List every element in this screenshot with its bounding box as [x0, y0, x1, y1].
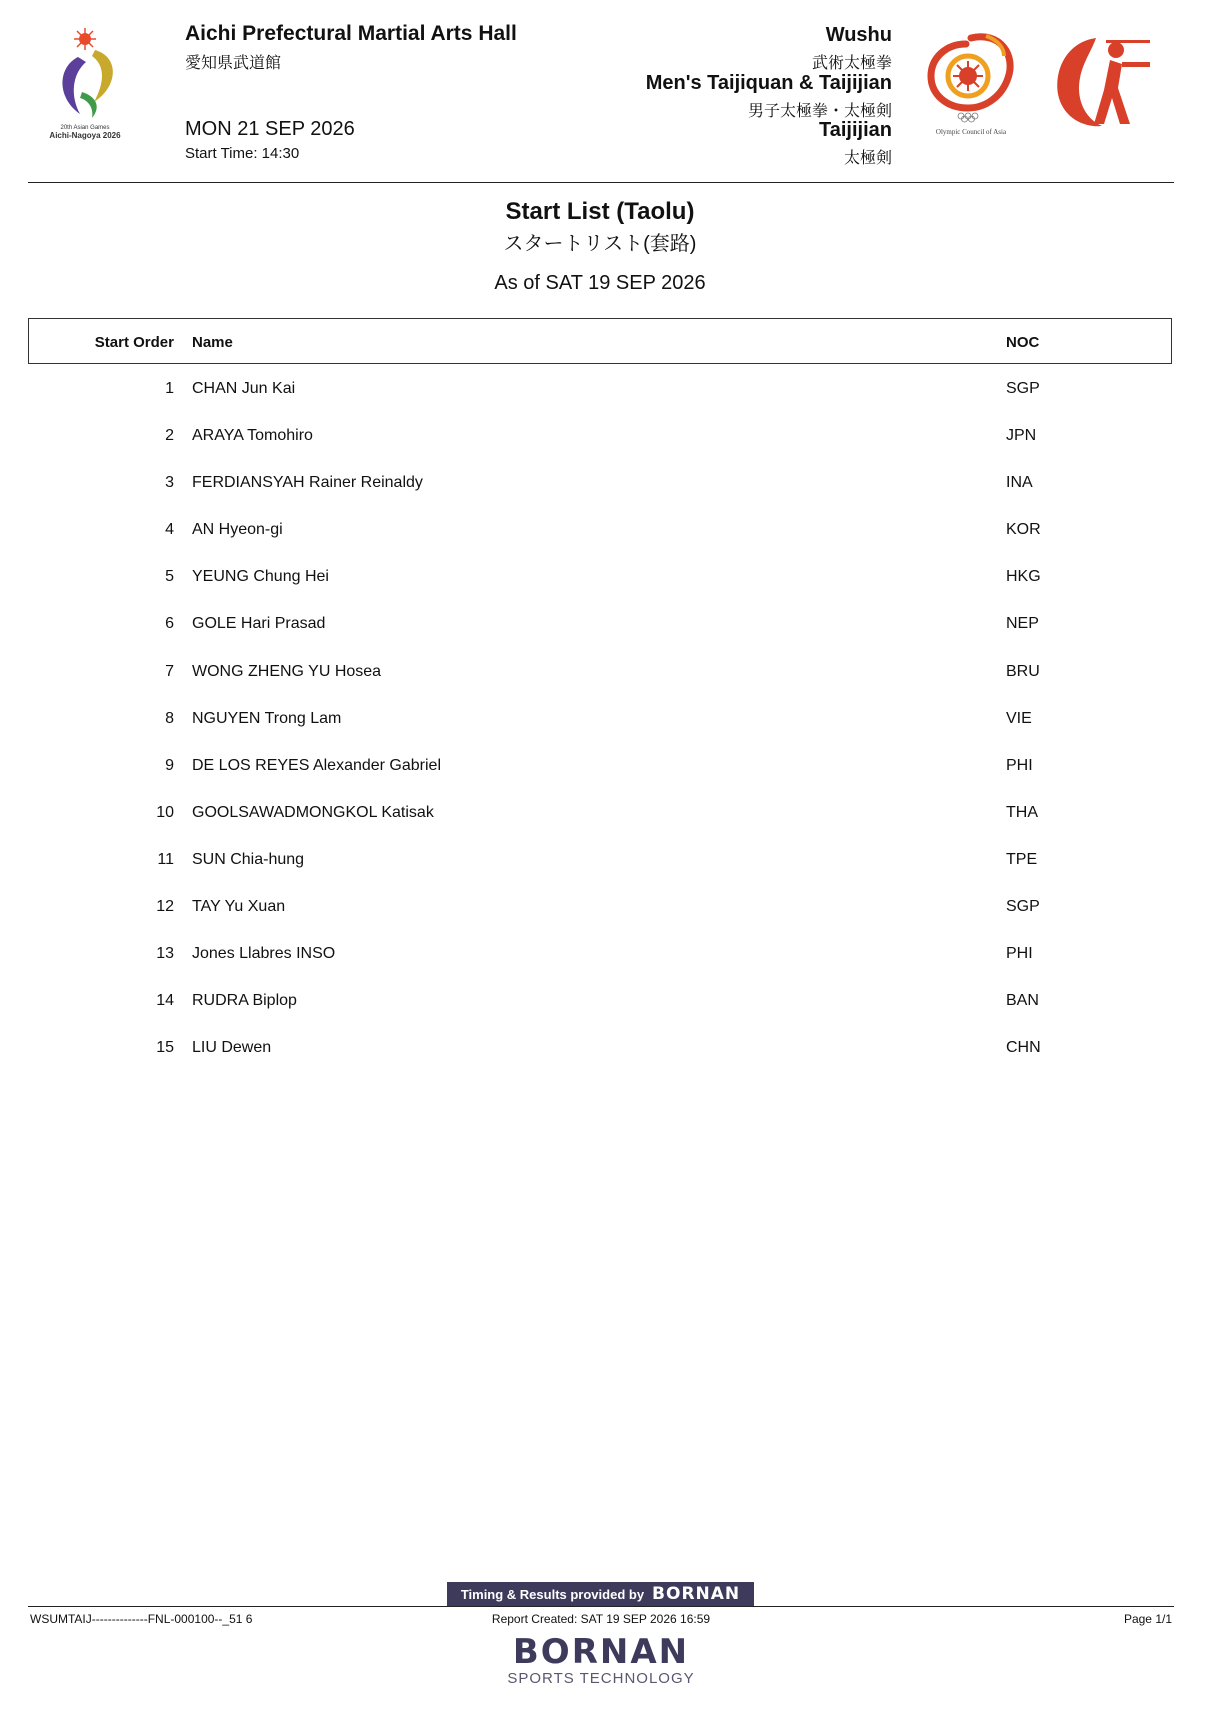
svg-text:Olympic Council of Asia: Olympic Council of Asia: [935, 128, 1007, 136]
wushu-pictogram-logo: [1048, 28, 1152, 136]
sport-name: Wushu: [825, 24, 892, 46]
table-row: [28, 366, 1172, 413]
banner-text: Timing & Results provided by: [460, 1586, 645, 1602]
start-order: 5: [165, 568, 174, 586]
table-row: [28, 460, 1172, 507]
column-header-name: Name: [192, 334, 233, 351]
bornan-brand-logo: BORNAN: [512, 1632, 690, 1672]
table-row: [28, 743, 1172, 790]
athlete-noc: VIE: [1006, 709, 1032, 727]
bornan-logo: BORNAN: [652, 1584, 741, 1604]
athlete-name: LIU Dewen: [192, 1039, 272, 1057]
athlete-noc: HKG: [1006, 568, 1041, 586]
svg-text:20th Asian Games: 20th Asian Games: [60, 125, 110, 131]
table-row: [28, 413, 1172, 460]
aichi-nagoya-2026-logo: [40, 22, 150, 142]
table-row: [28, 884, 1172, 931]
athlete-name: FERDIANSYAH Rainer Reinaldy: [192, 474, 423, 492]
table-row: [28, 554, 1172, 601]
table-row: [28, 931, 1172, 978]
start-order: 8: [165, 709, 174, 727]
table-row: [28, 790, 1172, 837]
athlete-name: CHAN Jun Kai: [192, 380, 296, 397]
athlete-name: ARAYA Tomohiro: [192, 427, 313, 445]
svg-text:Aichi-Nagoya 2026: Aichi-Nagoya 2026: [49, 131, 121, 140]
phase-name: Taijijian: [819, 119, 892, 141]
table-row: [28, 978, 1172, 1025]
event-name-jp: 男子太極拳・太極剣: [747, 103, 892, 120]
column-header-start-order: Start Order: [94, 334, 174, 351]
table-row: [28, 649, 1172, 696]
athlete-noc: NEP: [1006, 615, 1039, 633]
timing-provider-banner: [447, 1582, 754, 1606]
athlete-name: DE LOS REYES Alexander Gabriel: [192, 756, 442, 774]
venue-name: Aichi Prefectural Martial Arts Hall: [185, 22, 517, 45]
athlete-noc: KOR: [1006, 521, 1041, 539]
athlete-name: TAY Yu Xuan: [192, 898, 286, 916]
athlete-noc: TPE: [1006, 850, 1038, 868]
venue-name-jp: 愛知県武道館: [185, 55, 282, 72]
athlete-noc: PHI: [1006, 756, 1033, 774]
start-order: 3: [165, 474, 174, 492]
athlete-noc: SGP: [1006, 380, 1040, 397]
page-number: Page 1/1: [1123, 1612, 1172, 1626]
start-order: 6: [165, 615, 174, 633]
table-row: [28, 1025, 1172, 1072]
start-order: 15: [156, 1039, 174, 1057]
column-header-noc: NOC: [1006, 334, 1040, 351]
table-row: [28, 507, 1172, 554]
phase-name-jp: 太極剣: [843, 150, 892, 167]
athlete-noc: BAN: [1006, 992, 1039, 1010]
athlete-name: SUN Chia-hung: [192, 850, 305, 868]
start-order: 10: [156, 803, 174, 821]
page-title: Start List (Taolu): [505, 198, 695, 225]
start-order: 2: [165, 427, 174, 445]
report-code: WSUMTAIJ--------------FNL-000100--_51 6: [30, 1612, 253, 1626]
sport-name-jp: 武術太極拳: [811, 55, 892, 72]
report-created: Report Created: SAT 19 SEP 2026 16:59: [491, 1612, 711, 1626]
start-order: 7: [165, 662, 174, 680]
start-order: 13: [156, 945, 174, 963]
athlete-name: GOLE Hari Prasad: [192, 615, 326, 633]
athlete-noc: THA: [1006, 803, 1038, 821]
start-order: 1: [165, 380, 174, 397]
athlete-name: NGUYEN Trong Lam: [192, 709, 342, 727]
athlete-noc: INA: [1006, 474, 1033, 492]
table-row: [28, 696, 1172, 743]
athlete-name: RUDRA Biplop: [192, 992, 297, 1010]
start-order: 12: [156, 898, 174, 916]
table-row: [28, 837, 1172, 884]
start-order: 14: [156, 992, 174, 1010]
footer-divider: [28, 1606, 1174, 1607]
start-order: 9: [165, 756, 174, 774]
athlete-noc: SGP: [1006, 898, 1040, 916]
athlete-noc: PHI: [1006, 945, 1033, 963]
athlete-noc: CHN: [1006, 1039, 1041, 1057]
page-title-jp: スタートリスト(套路): [503, 233, 697, 255]
athlete-name: GOOLSAWADMONGKOL Katisak: [192, 803, 434, 821]
oca-logo: [916, 26, 1026, 141]
start-order: 4: [165, 521, 174, 539]
athlete-noc: JPN: [1006, 427, 1037, 445]
athlete-name: WONG ZHENG YU Hosea: [192, 662, 382, 680]
table-row: [28, 601, 1172, 648]
start-time: Start Time: 14:30: [185, 145, 300, 162]
header-divider: [28, 182, 1174, 183]
athlete-name: Jones Llabres INSO: [192, 945, 336, 963]
athlete-name: AN Hyeon-gi: [192, 521, 283, 539]
event-name: Men's Taijiquan & Taijijian: [645, 72, 892, 94]
athlete-noc: BRU: [1006, 662, 1040, 680]
bornan-tagline: SPORTS TECHNOLOGY: [507, 1670, 695, 1687]
as-of-date: As of SAT 19 SEP 2026: [494, 272, 706, 294]
athlete-name: YEUNG Chung Hei: [192, 568, 329, 586]
start-order: 11: [157, 850, 174, 868]
start-list-table: [28, 366, 1172, 1072]
event-date: MON 21 SEP 2026: [185, 118, 355, 140]
